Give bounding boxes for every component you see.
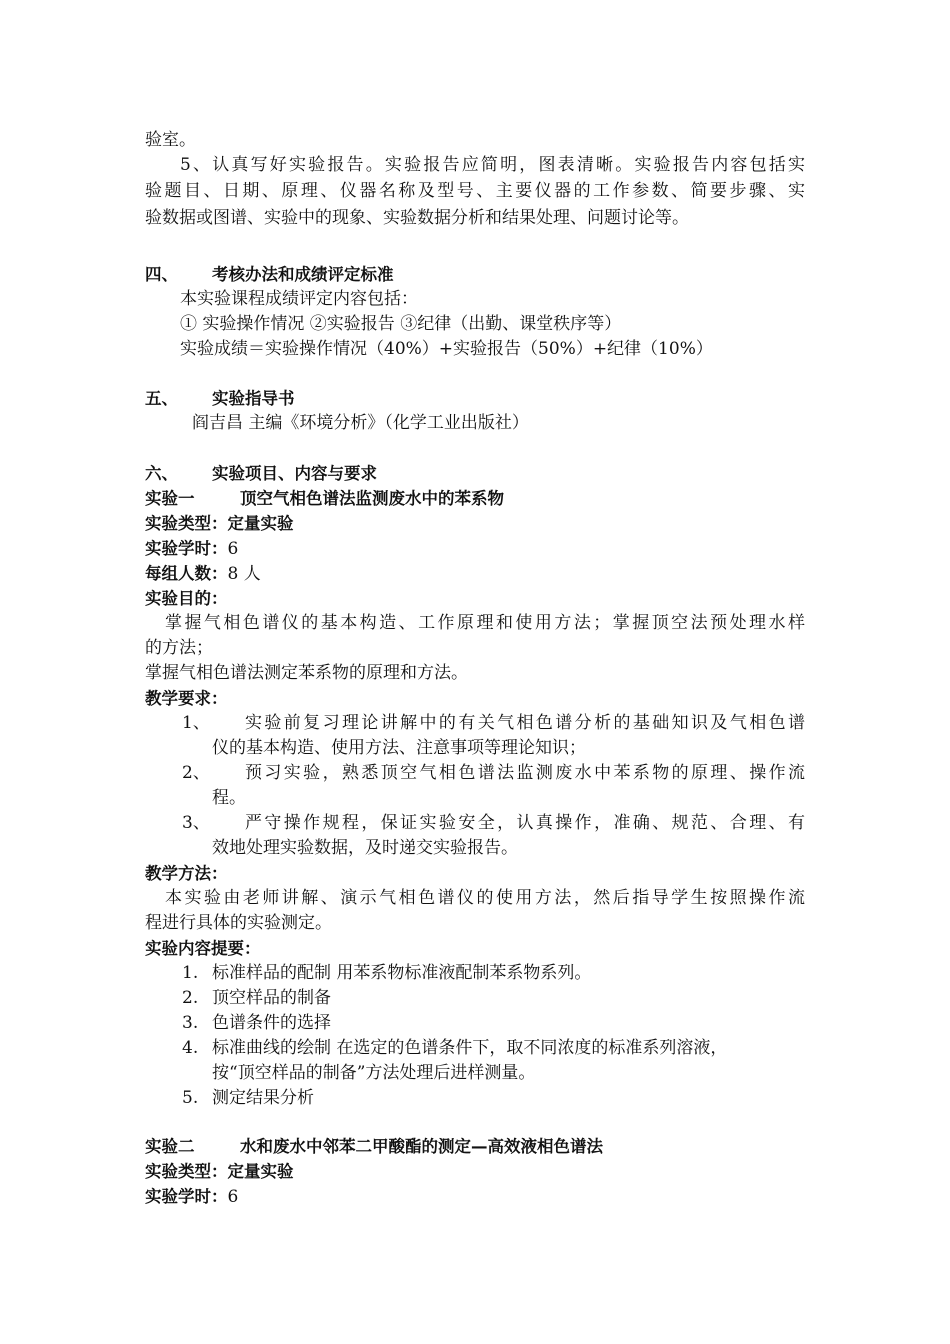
exp2-type-value: 定量实验 bbox=[227, 1162, 294, 1181]
exp2-hours bbox=[145, 1184, 238, 1210]
requirement-line: 效地处理实验数据，及时递交实验报告。 bbox=[212, 838, 518, 858]
exp1-method-line2: 程进行具体的实验测定。 bbox=[145, 913, 332, 933]
exp2-type-label: 实验类型： bbox=[145, 1162, 228, 1181]
exp2-hours-label: 实验学时： bbox=[145, 1187, 228, 1206]
content-number: 4. bbox=[182, 1038, 199, 1058]
section4-heading: 考核办法和成绩评定标准 bbox=[212, 265, 394, 284]
exp1-group-label: 每组人数： bbox=[145, 564, 228, 583]
content-item: 标准样品的配制 用苯系物标准液配制苯系物系列。 bbox=[212, 963, 592, 983]
exp1-group bbox=[145, 561, 261, 587]
exp1-requirements-label: 教学要求： bbox=[145, 689, 228, 708]
exp2-hours-value: 6 bbox=[227, 1187, 239, 1207]
exp2-title: 水和废水中邻苯二甲酸酯的测定—高效液相色谱法 bbox=[240, 1137, 603, 1156]
requirement-number: 2、 bbox=[182, 763, 210, 783]
exp1-hours-label: 实验学时： bbox=[145, 539, 228, 558]
item5-line1: 5、认真写好实验报告。实验报告应简明，图表清晰。实验报告内容包括实 bbox=[180, 155, 805, 175]
requirement-line: 严守操作规程，保证实验安全，认真操作，准确、规范、合理、有 bbox=[245, 813, 805, 833]
exp1-purpose-line3: 掌握气相色谱法测定苯系物的原理和方法。 bbox=[145, 663, 468, 683]
exp1-group-value: 8 人 bbox=[227, 564, 261, 584]
content-number: 1. bbox=[182, 963, 199, 983]
exp1-method-line1: 本实验由老师讲解、演示气相色谱仪的使用方法，然后指导学生按照操作流 bbox=[165, 888, 805, 908]
section5-book: 阎吉昌 主编《环境分析》（化学工业出版社） bbox=[192, 413, 529, 433]
item5-line3: 验数据或图谱、实验中的现象、实验数据分析和结果处理、问题讨论等。 bbox=[145, 208, 689, 228]
exp1-type bbox=[145, 511, 294, 537]
exp2-label: 实验二 bbox=[145, 1137, 195, 1156]
exp1-title: 顶空气相色谱法监测废水中的苯系物 bbox=[240, 489, 504, 508]
section4-number: 四、 bbox=[145, 265, 178, 284]
content-item: 色谱条件的选择 bbox=[212, 1013, 331, 1033]
section4-items: ① 实验操作情况 ②实验报告 ③纪律（出勤、课堂秩序等） bbox=[180, 314, 622, 334]
content-number: 3. bbox=[182, 1013, 199, 1033]
exp1-type-label: 实验类型： bbox=[145, 514, 228, 533]
exp1-hours bbox=[145, 536, 238, 562]
section4-intro: 本实验课程成绩评定内容包括： bbox=[180, 289, 418, 309]
requirement-line: 程。 bbox=[212, 788, 246, 808]
content-number: 5. bbox=[182, 1088, 199, 1108]
content-item: 测定结果分析 bbox=[212, 1088, 314, 1108]
content-item-continued: 按“顶空样品的制备”方法处理后进样测量。 bbox=[212, 1063, 536, 1083]
exp1-content-label: 实验内容提要： bbox=[145, 939, 261, 958]
section6-number: 六、 bbox=[145, 464, 178, 483]
requirement-line: 仪的基本构造、使用方法、注意事项等理论知识； bbox=[212, 738, 586, 758]
item5-line2: 验题目、日期、原理、仪器名称及型号、主要仪器的工作参数、简要步骤、实 bbox=[145, 181, 805, 201]
section5-heading: 实验指导书 bbox=[212, 389, 295, 408]
exp1-purpose-line2: 的方法； bbox=[145, 638, 213, 658]
requirement-number: 3、 bbox=[182, 813, 210, 833]
section4-formula: 实验成绩＝实验操作情况（40%）+实验报告（50%）+纪律（10%） bbox=[180, 339, 713, 359]
exp1-purpose-label: 实验目的： bbox=[145, 589, 228, 608]
content-item: 标准曲线的绘制 在选定的色谱条件下，取不同浓度的标准系列溶液， bbox=[212, 1038, 728, 1058]
content-number: 2. bbox=[182, 988, 199, 1008]
content-item: 顶空样品的制备 bbox=[212, 988, 331, 1008]
exp1-purpose-line1: 掌握气相色谱仪的基本构造、工作原理和使用方法；掌握顶空法预处理水样 bbox=[165, 613, 805, 633]
section6-heading: 实验项目、内容与要求 bbox=[212, 464, 377, 483]
requirement-number: 1、 bbox=[182, 713, 210, 733]
exp2-type bbox=[145, 1159, 294, 1185]
exp1-hours-value: 6 bbox=[227, 539, 239, 559]
continued-line: 验室。 bbox=[145, 130, 196, 150]
requirement-line: 预习实验，熟悉顶空气相色谱法监测废水中苯系物的原理、操作流 bbox=[245, 763, 805, 783]
requirement-line: 实验前复习理论讲解中的有关气相色谱分析的基础知识及气相色谱 bbox=[245, 713, 805, 733]
section5-number: 五、 bbox=[145, 389, 178, 408]
exp1-method-label: 教学方法： bbox=[145, 864, 228, 883]
exp1-label: 实验一 bbox=[145, 489, 195, 508]
exp1-type-value: 定量实验 bbox=[227, 514, 294, 533]
